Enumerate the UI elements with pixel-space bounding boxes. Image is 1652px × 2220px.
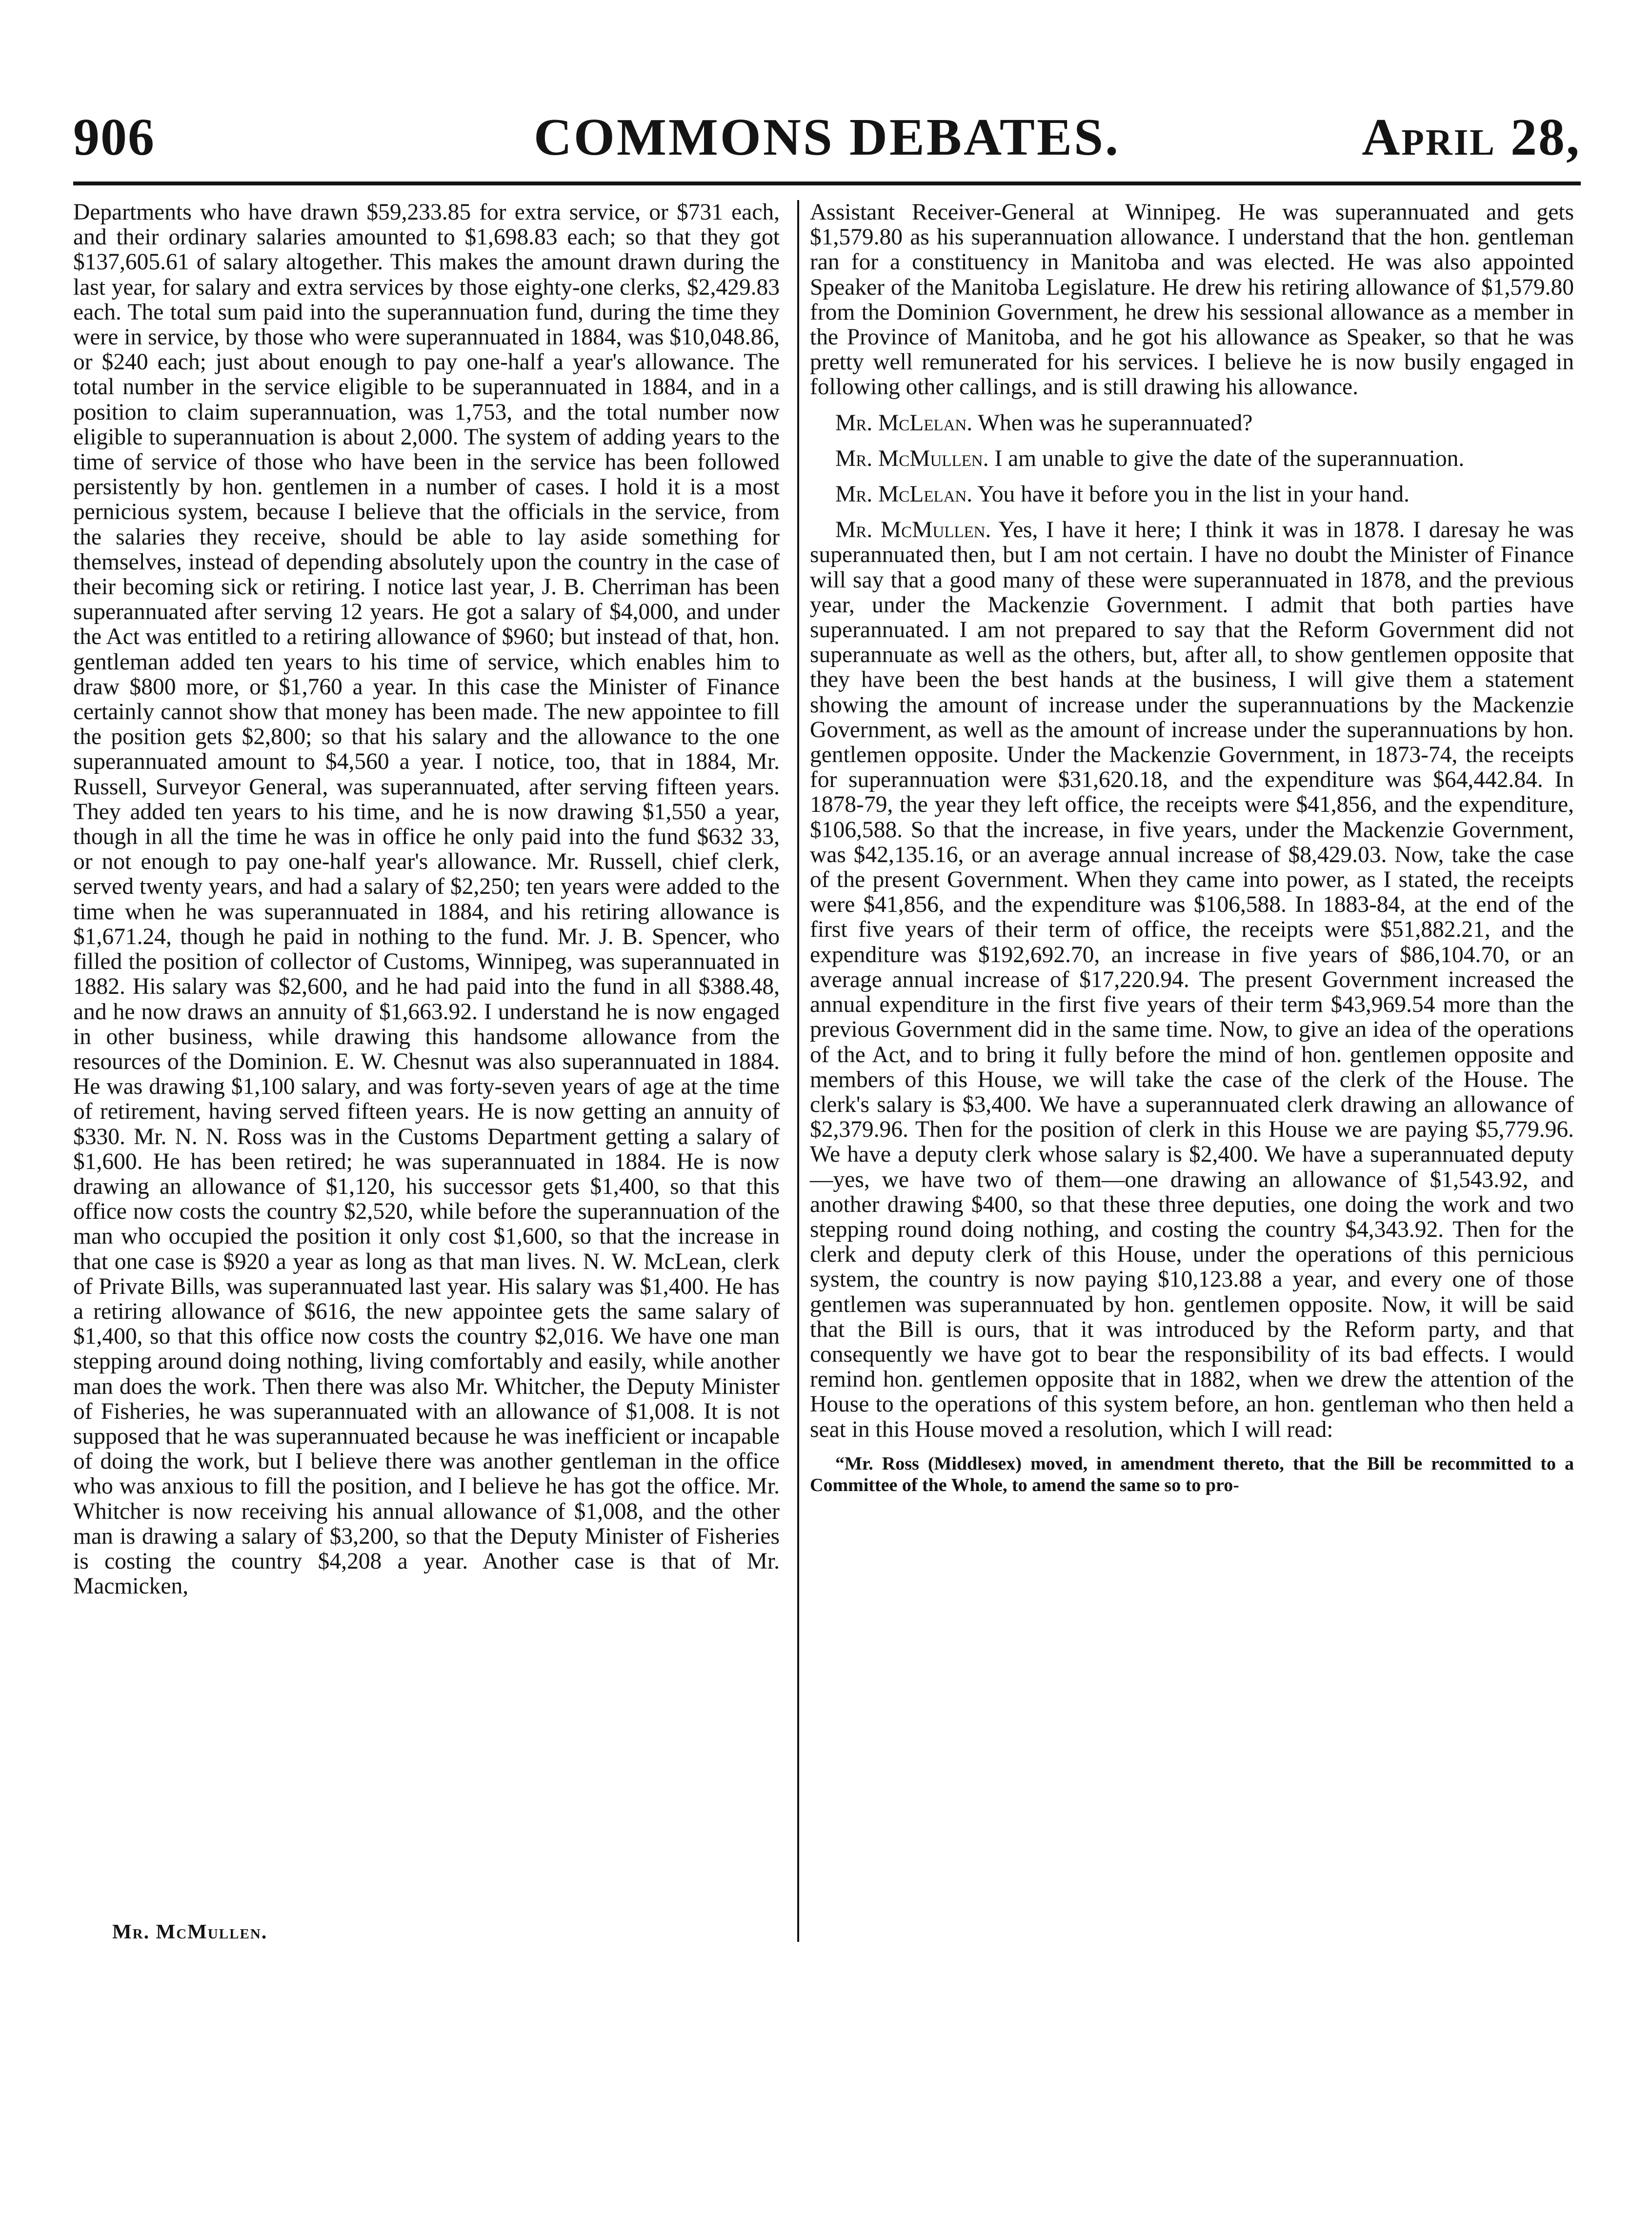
motion-quote: “Mr. Ross (Middlesex) moved, in amendment thereto, that the Bill be recommitted to a Committee of the Whole, to amend the same so to pro- <box>810 1453 1574 1495</box>
speaker-label: Mr. McMullen. <box>835 445 989 471</box>
footer-speaker-label: Mr. McMullen. <box>112 1921 268 1943</box>
speaker-label: Mr. McLelan. <box>835 482 973 507</box>
page-header <box>73 98 1581 176</box>
page-date: April 28, <box>1362 108 1581 166</box>
right-column <box>810 200 1574 1496</box>
page-number: 906 <box>73 108 155 166</box>
column-divider <box>797 200 799 1942</box>
right-paragraph-2 <box>810 411 1574 436</box>
left-column <box>73 200 780 1599</box>
right-paragraph-3 <box>810 446 1574 471</box>
paragraph-text: You have it before you in the list in your hand. <box>972 482 1410 507</box>
right-paragraph-5 <box>810 518 1574 1442</box>
speaker-label: Mr. McMullen. <box>835 517 991 543</box>
right-paragraph-1 <box>810 200 1574 400</box>
paragraph-text: Assistant Receiver-General at Winnipeg. He was superannuated and gets $1,579.80 as his superannuation allowance. I understand that the hon. gentleman ran for a constituency in Manitoba and was elected. He was also appointed Speaker of the Manitoba Legislature. He drew his retiring allowance of $1,579.80 from the Dominion Government, he drew his sessional allowance as a member in the Province of Manitoba, and he got his allowance as Speaker, so that he was pretty well remunerated for his services. I believe he is now busily engaged in following other callings, and is still drawing his allowance. <box>810 200 1574 400</box>
paragraph-text: I am unable to give the date of the superannuation. <box>988 445 1465 471</box>
left-column-text: Departments who have drawn $59,233.85 for extra service, or $731 each, and their ordinary salaries amounted to $1,698.83 each; so that they got $137,605.61 of salary altogether. This makes the amount drawn during the last year, for salary and extra services by those eighty-one clerks, $2,429.83 each. The total sum paid into the superannuation fund, during the time they were in service, by those who were superannuated in 1884, was $10,048.86, or $240 each; just about enough to pay one-half a year's allowance. The total number in the service eligible to be superannuated in 1884, and in a position to claim superannuation, was 1,753, and the total number now eligible to superannuation is about 2,000. The system of adding years to the time of service of those who have been in the service has been followed persistently by hon. gentlemen in a number of cases. I hold it is a most pernicious system, because I believe that the officials in the service, from the salaries they receive, should be able to lay aside something for themselves, instead of depending absolutely upon the country in the case of their becoming sick or retiring. I notice last year, J. B. Cherriman has been superannuated after serving 12 years. He got a salary of $4,000, and under the Act was entitled to a retiring allowance of $960; but instead of that, hon. gentleman added ten years to his time of service, which enables him to draw $800 more, or $1,760 a year. In this case the Minister of Finance certainly cannot show that money has been made. The new appointee to fill the position gets $2,800; so that his salary and the allowance to the one superannuated amount to $4,560 a year. I notice, too, that in 1884, Mr. Russell, Surveyor General, was superannuated, after serving fifteen years. They added ten years to his time, and he is now drawing $1,550 a year, though in all the time he was in office he only paid into the fund $632 33, or not enough to pay one-half year's allowance. Mr. Russell, chief clerk, served twenty years, and had a salary of $2,250; ten years were added to the time when he was superannuated in 1884, and his retiring allowance is $1,671.24, though he paid in nothing to the fund. Mr. J. B. Spencer, who filled the position of collector of Customs, Winnipeg, was superannuated in 1882. His salary was $2,600, and he had paid into the fund in all $388.48, and he now draws an annuity of $1,663.92. I understand he is now engaged in other business, while drawing this handsome allowance from the resources of the Dominion. E. W. Chesnut was also superannuated in 1884. He was drawing $1,100 salary, and was forty-seven years of age at the time of retirement, having served fifteen years. He is now getting an annuity of $330. Mr. N. N. Ross was in the Customs Department getting a salary of $1,600. He has been retired; he was superannuated in 1884. He is now drawing an allowance of $1,120, his successor gets $1,400, so that this office now costs the country $2,520, while before the superannuation of the man who occupied the position it only cost $1,600, so that the increase in that one case is $920 a year as long as that man lives. N. W. McLean, clerk of Private Bills, was superannuated last year. His salary was $1,400. He has a retiring allowance of $616, the new appointee gets the same salary of $1,400, so that this office now costs the country $2,016. We have one man stepping around doing nothing, living comfortably and easily, while another man does the work. Then there was also Mr. Whitcher, the Deputy Minister of Fisheries, he was superannuated with an allowance of $1,008. It is not supposed that he was superannuated because he was inefficient or incapable of doing the work, but I believe there was another gentleman in the office who was anxious to fill the position, and I believe he has got the office. Mr. Whitcher is now receiving his annual allowance of $1,008, and the other man is drawing a salary of $3,200, so that the Deputy Minister of Fisheries is costing the country $4,208 a year. Another case is that of Mr. Macmicken, <box>73 200 780 1599</box>
right-paragraph-4 <box>810 482 1574 507</box>
page-title: COMMONS DEBATES. <box>533 108 1121 166</box>
speaker-label: Mr. McLelan. <box>835 410 973 436</box>
paragraph-text: When was he superannuated? <box>972 410 1253 436</box>
paragraph-text: Yes, I have it here; I think it was in 1878. I daresay he was superannuated then, but I am not certain. I have no doubt the Minister of Finance will say that a good many of these were superannuated in 1878, and the previous year, under the Mackenzie Government. I admit that both parties have superannuated. I am not prepared to say that the Reform Government did not superannuate as well as the others, but, after all, to show gentlemen opposite that they have been the best hands at the business, I will give them a statement showing the amount of increase under the superannuations by the Mackenzie Government, as well as the amount of increase under the superannuations by hon. gentlemen opposite. Under the Mackenzie Government, in 1873-74, the receipts for superannuation were $31,620.18, and the expenditure was $64,442.84. In 1878-79, the year they left office, the receipts were $41,856, and the expenditure, $106,588. So that the increase, in five years, under the Mackenzie Government, was $42,135.16, or an average annual increase of $8,429.03. Now, take the case of the present Government. When they came into power, as I stated, the receipts were $41,856, and the expenditure was $106,588. In 1883-84, at the end of the first five years of their term of office, the receipts were $51,882.21, and the expenditure was $192,692.70, an increase in five years of $86,104.70, or an average annual increase of $17,220.94. The present Government increased the annual expenditure in the first five years of their term $43,969.54 more than the previous Government did in the same time. Now, to give an idea of the operations of the Act, and to bring it fully before the mind of hon. gentlemen opposite and members of this House, we will take the case of the clerk of the House. The clerk's salary is $3,400. We have a superannuated clerk drawing an allowance of $2,379.96. Then for the position of clerk in this House we are paying $5,779.96. We have a deputy clerk whose salary is $2,400. We have a superannuated deputy—yes, we have two of them—one drawing an allowance of $1,543.92, and another drawing $400, so that these three deputies, one doing the work and two stepping round doing nothing, and costing the country $4,343.92. Then for the clerk and deputy clerk of this House, under the operations of this pernicious system, the country is now paying $10,123.88 a year, and every one of those gentlemen was superannuated by hon. gentlemen opposite. Now, it will be said that the Bill is ours, that it was introduced by the Reform party, and that consequently we have got to bear the responsibility of its bad effects. I would remind hon. gentlemen opposite that in 1882, when we drew the attention of the House to the operations of this system before, an hon. gentleman who then held a seat in this House moved a resolution, which I will read: <box>810 517 1574 1442</box>
header-rule <box>73 182 1581 185</box>
